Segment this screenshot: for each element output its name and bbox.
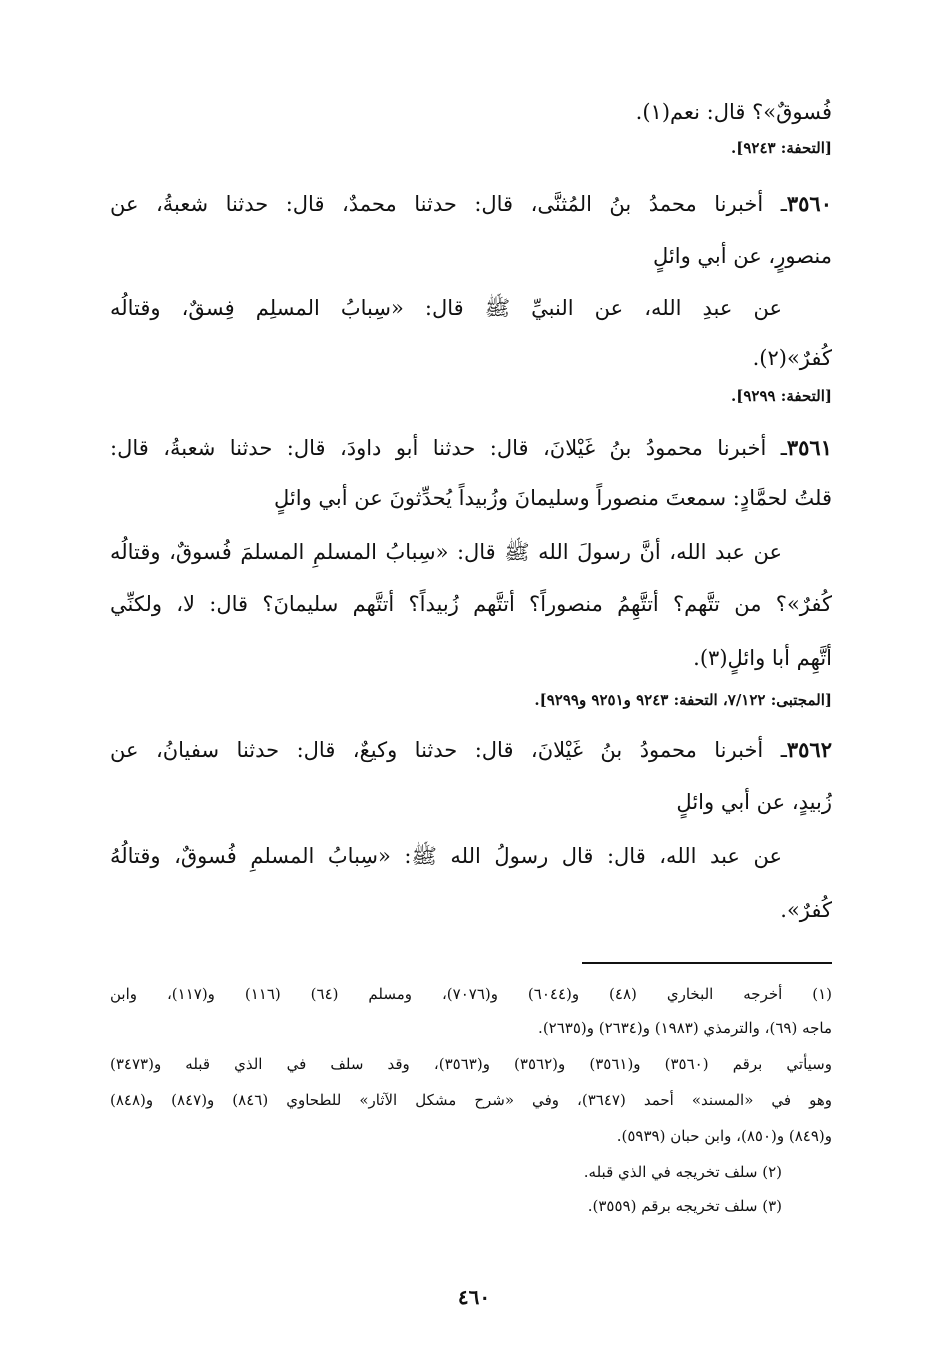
footnote-separator — [582, 962, 832, 964]
footnote-1-line-1: (١) أخرجه البخاري (٤٨) و(٦٠٤٤) و(٧٠٧٦)، ومسلم (٦٤) (١١٦) و(١١٧)، وابن — [110, 985, 832, 1003]
hadith-3562-line-2: زُبيدٍ، عن أبي وائلٍ — [676, 790, 832, 814]
footnote-1-line-4: وهو في «المسند» أحمد (٣٦٤٧)، وفي «شرح مشكل الآثار» للطحاوي (٨٤٦) و(٨٤٧) و(٨٤٨) — [110, 1091, 832, 1109]
hadith-3561-line-5: أتَّهِم أبا وائلٍ(٣). — [693, 646, 832, 670]
hadith-number-3560: ٣٥٦٠ — [786, 191, 832, 216]
hadith-continuation-line: فُسوقٌ»؟ قال: نعم(١). — [635, 100, 832, 124]
document-page — [110, 92, 832, 1332]
hadith-number-3561: ٣٥٦١ — [786, 435, 832, 460]
hadith-3560-line-3: عن عبدِ الله، عن النبيِّ ﷺ قال: «سِبابُ المسلِم فِسقٌ، وقتالُه — [110, 296, 782, 320]
footnote-1-line-5: و(٨٤٩) و(٨٥٠)، وابن حبان (٥٩٣٩). — [616, 1127, 832, 1145]
reference-3560: [التحفة: ٩٢٩٩]. — [731, 387, 832, 405]
hadith-3560-line-4: كُفرٌ»(٢). — [752, 346, 832, 370]
footnote-1-line-2: ماجه (٦٩)، والترمذي (١٩٨٣) و(٢٦٣٤) و(٢٦٣٥). — [538, 1019, 832, 1037]
hadith-3562-line-4: كُفرٌ». — [780, 898, 832, 922]
hadith-3561-line-3: عن عبد الله، أنَّ رسولَ الله ﷺ قال: «سِبابُ المسلمِ المسلمَ فُسوقٌ، وقتالُه — [110, 540, 782, 564]
footnote-3: (٣) سلف تخريجه برقم (٣٥٥٩). — [587, 1197, 782, 1215]
hadith-3560-line-1: ٣٥٦٠ـ أخبرنا محمدُ بنُ المُثنَّى، قال: حدثنا محمدٌ، قال: حدثنا شعبةُ، عن — [110, 191, 832, 216]
hadith-number-3562: ٣٥٦٢ — [786, 737, 832, 762]
hadith-3560-line-2: منصورٍ، عن أبي وائلٍ — [652, 244, 832, 268]
hadith-3561-line-4: كُفرٌ»؟ من تتَّهم؟ أتتَّهِمُ منصوراً؟ أتتَّهم زُبيداً؟ أتتَّهم سليمانَ؟ قال: لا، ولكنِّي — [110, 592, 832, 616]
hadith-3561-line-1: ٣٥٦١ـ أخبرنا محمودُ بنُ غَيْلانَ، قال: حدثنا أبو داودَ، قال: حدثنا شعبةُ، قال: — [110, 435, 832, 460]
hadith-3562-line-3: عن عبد الله، قال: قال رسولُ الله ﷺ: «سِبابُ المسلمِ فُسوقٌ، وقتالُهُ — [110, 844, 782, 868]
page-number: ٤٦٠ — [457, 1285, 491, 1309]
hadith-3561-line-2: قلتُ لحمَّادٍ: سمعتَ منصوراً وسليمانَ وزُبيداً يُحدِّثونَ عن أبي وائلٍ — [274, 486, 832, 510]
footnote-2: (٢) سلف تخريجه في الذي قبله. — [583, 1163, 782, 1181]
footnote-1-line-3: وسيأتي برقم (٣٥٦٠) و(٣٥٦١) و(٣٥٦٢) و(٣٥٦٣)، وقد سلف في الذي قبله و(٣٤٧٣) — [110, 1055, 832, 1073]
reference-3561: [المجتبى: ٧/١٢٢، التحفة: ٩٢٤٣ و٩٢٥١ و٩٢٩٩]. — [534, 691, 832, 709]
hadith-3562-line-1: ٣٥٦٢ـ أخبرنا محمودُ بنُ غَيْلانَ، قال: حدثنا وكيعٌ، قال: حدثنا سفيانُ، عن — [110, 737, 832, 762]
reference-tuhfa: [التحفة: ٩٢٤٣]. — [731, 139, 832, 157]
